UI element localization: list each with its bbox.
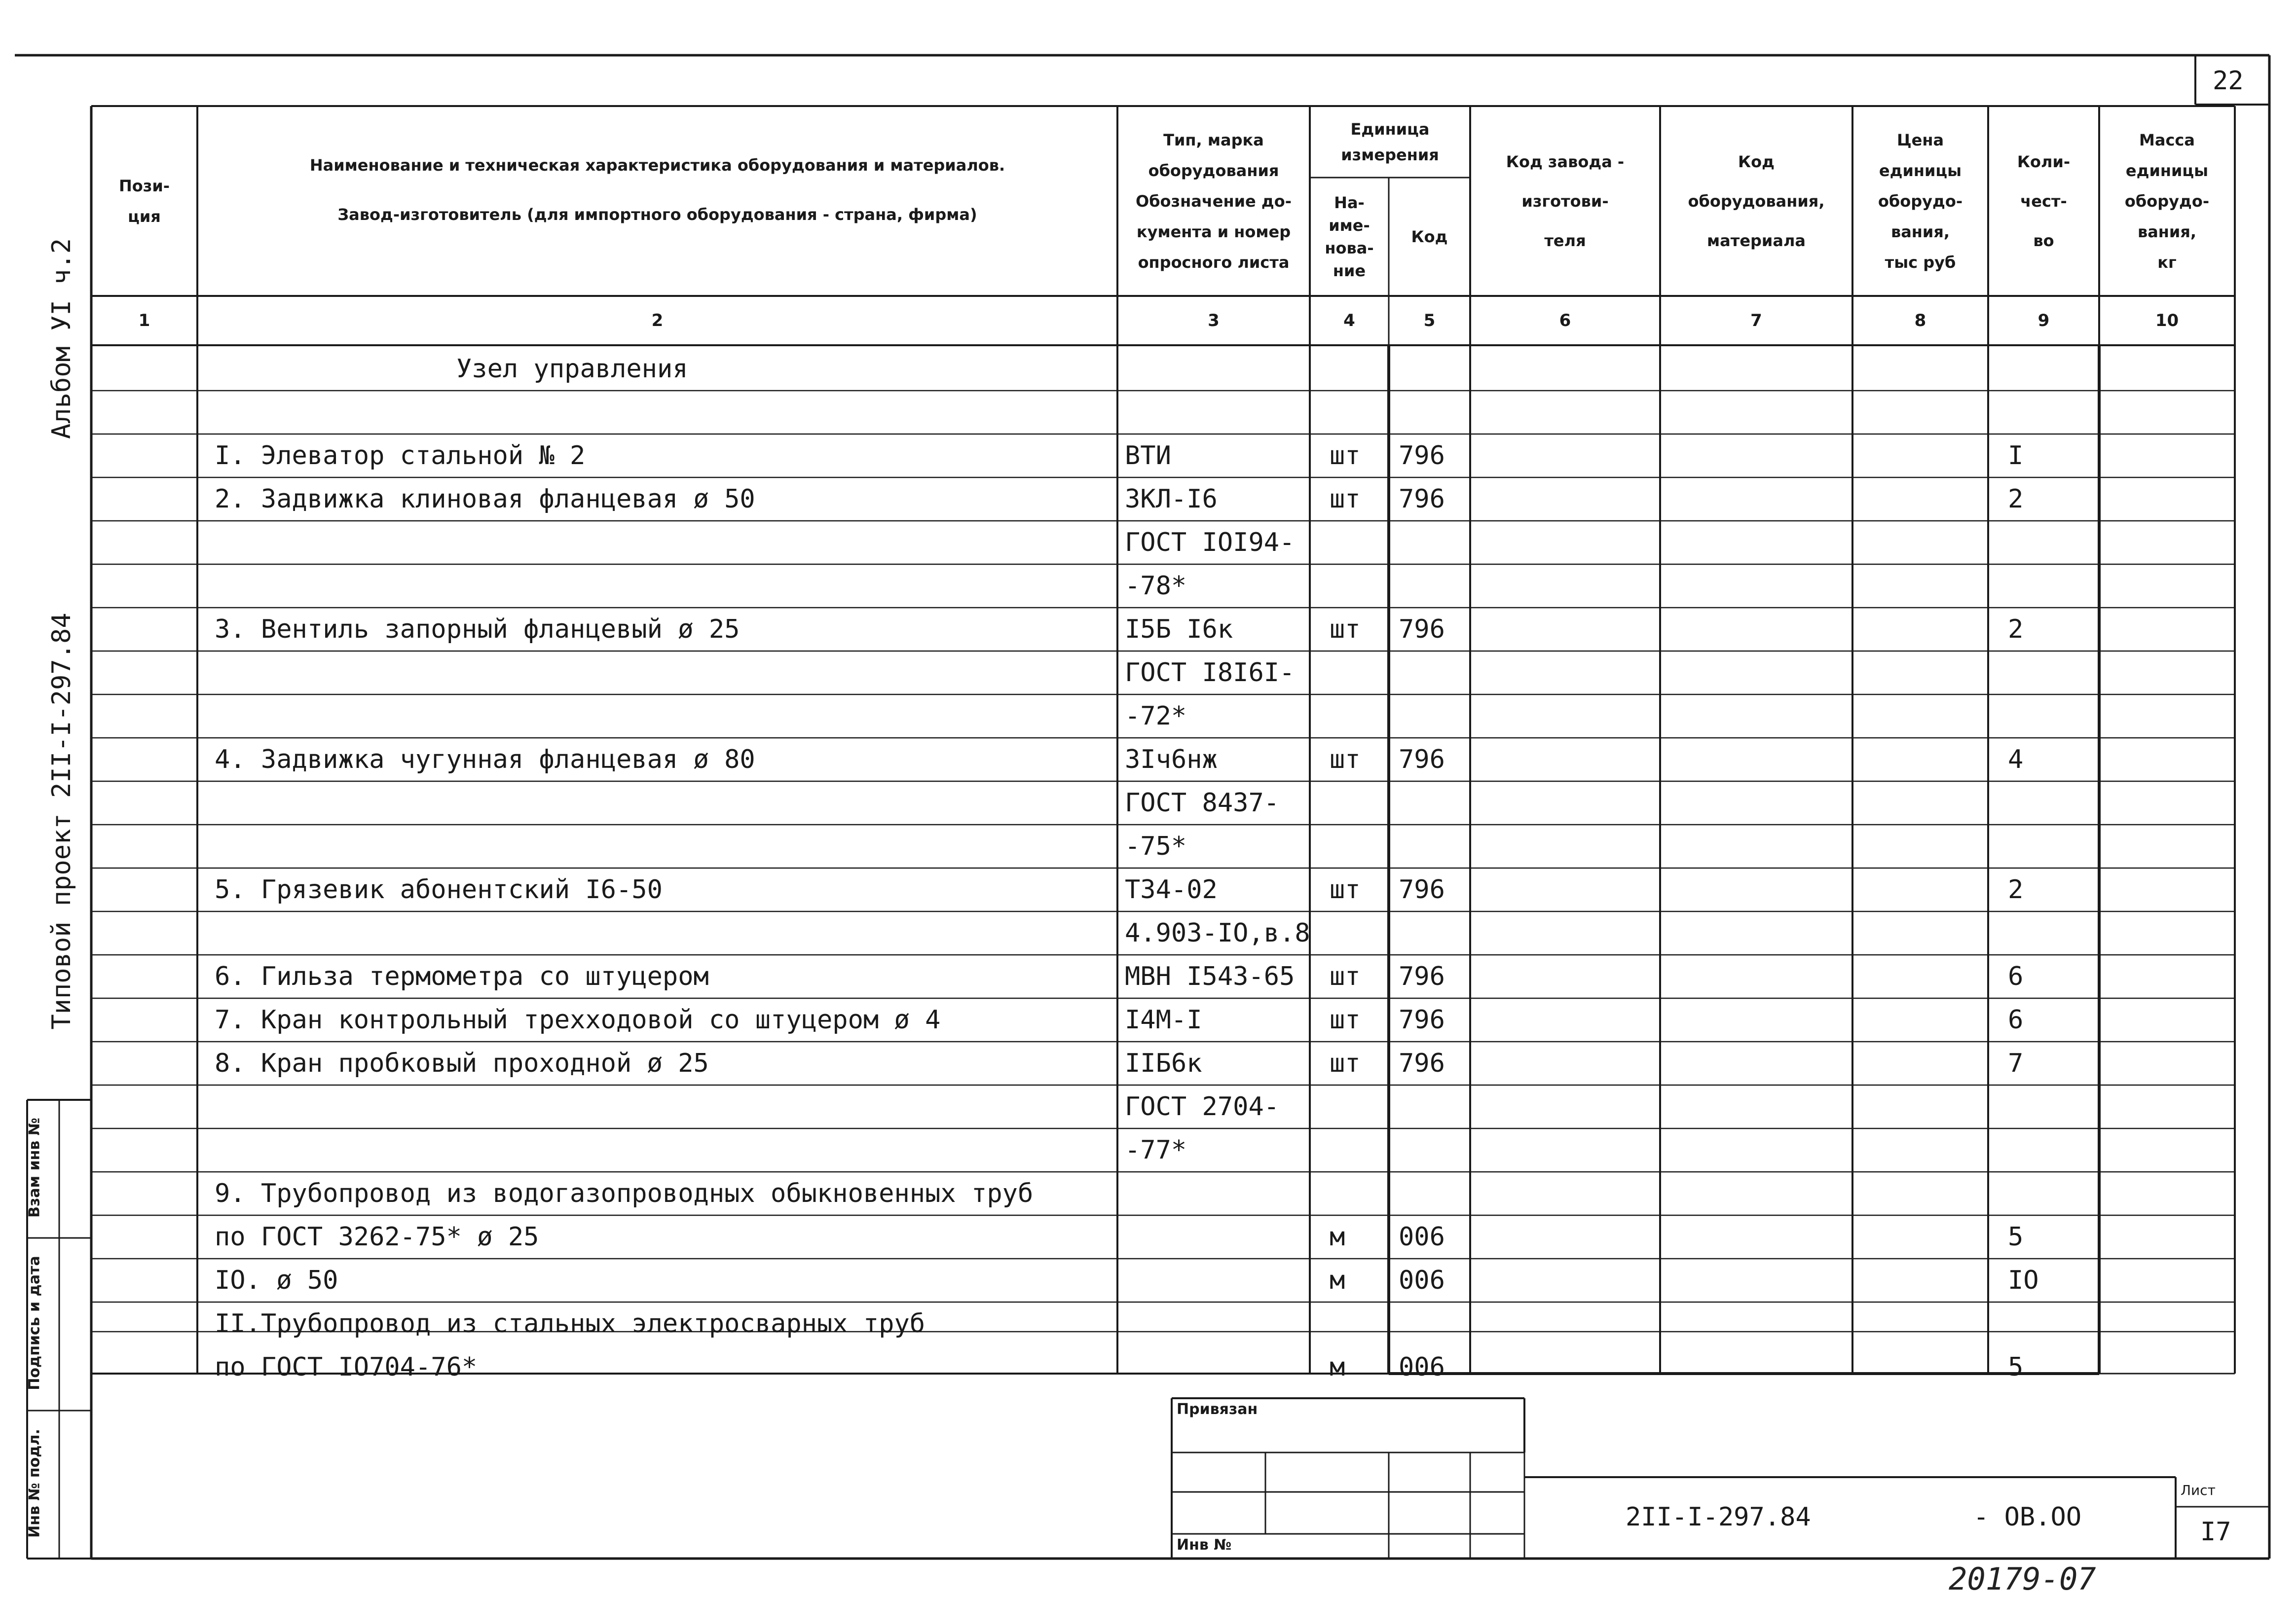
- handwritten-number: 20179-07: [1949, 1561, 2096, 1597]
- column-number: 8: [1914, 311, 1926, 330]
- document-code: 2II-I-297.84: [1626, 1502, 1811, 1532]
- row-name: 4. Задвижка чугунная фланцевая ø 80: [215, 745, 755, 774]
- row-type: ЗКЛ-I6: [1125, 484, 1218, 514]
- header-name-line2: Завод-изготовитель (для импортного оборудования - страна, фирма): [337, 205, 977, 224]
- row-type: ГОСТ 2704-: [1125, 1092, 1280, 1122]
- row-type: IIБ6к: [1125, 1049, 1202, 1078]
- row-type: Т34-02: [1125, 875, 1218, 905]
- row-quantity: 6: [2008, 1005, 2024, 1035]
- row-code: 796: [1399, 441, 1445, 471]
- header-type: Тип, марка оборудования Обозначение до- кумента и номер опросного листа: [1136, 130, 1292, 272]
- row-name: 9. Трубопровод из водогазопроводных обыкновенных труб: [215, 1179, 1034, 1208]
- row-quantity: 2: [2008, 615, 2024, 644]
- column-number: 6: [1559, 311, 1571, 330]
- row-unit: шт: [1330, 745, 1361, 774]
- row-quantity: 5: [2008, 1352, 2024, 1382]
- column-number: 9: [2037, 311, 2050, 330]
- sheet-number: I7: [2200, 1517, 2231, 1547]
- row-code: 796: [1399, 484, 1445, 514]
- row-code: 006: [1399, 1222, 1445, 1252]
- document-suffix: - OB.OO: [1973, 1502, 2082, 1532]
- row-type: I5Б I6к: [1125, 615, 1233, 644]
- sheet-number-top: 22: [2213, 66, 2244, 96]
- row-quantity: IO: [2008, 1266, 2039, 1295]
- column-number: 3: [1208, 311, 1220, 330]
- row-name: 6. Гильза термометра со штуцером: [215, 962, 709, 991]
- row-code: 796: [1399, 745, 1445, 774]
- binding-label: Привязан: [1177, 1401, 1258, 1418]
- row-unit: м: [1330, 1352, 1345, 1382]
- row-code: 796: [1399, 1005, 1445, 1035]
- row-type: -77*: [1125, 1135, 1187, 1165]
- row-unit: шт: [1330, 962, 1361, 991]
- header-name-line1: Наименование и техническая характеристика оборудования и материалов.: [309, 156, 1005, 175]
- row-unit: шт: [1330, 484, 1361, 514]
- row-name: по ГОСТ 3262-75* ø 25: [215, 1222, 539, 1252]
- row-type: ГОСТ IOI94-: [1125, 528, 1295, 557]
- header-unit-group: Единица измерения: [1341, 119, 1439, 164]
- column-number: 4: [1343, 311, 1355, 330]
- header-factory-code: Код завода - изготови- теля: [1506, 152, 1625, 250]
- row-name: 8. Кран пробковый проходной ø 25: [215, 1049, 709, 1078]
- header-quantity: Коли- чест- во: [2017, 152, 2071, 250]
- row-unit: шт: [1330, 875, 1361, 905]
- row-type: 4.903-IO,в.8: [1125, 918, 1310, 948]
- row-type: МВН I543-65: [1125, 962, 1295, 991]
- row-unit: м: [1330, 1266, 1345, 1295]
- header-unit-name: На- име- нова- ние: [1325, 193, 1374, 280]
- row-code: 006: [1399, 1266, 1445, 1295]
- row-type: 3Iч6нж: [1125, 745, 1218, 774]
- row-name: 3. Вентиль запорный фланцевый ø 25: [215, 615, 740, 644]
- row-type: ВТИ: [1125, 441, 1171, 471]
- sheet-label: Лист: [2181, 1482, 2216, 1498]
- header-price: Цена единицы оборудо- вания, тыс руб: [1878, 130, 1963, 272]
- row-type: -78*: [1125, 571, 1187, 601]
- row-unit: шт: [1330, 615, 1361, 644]
- column-number: 2: [651, 311, 664, 330]
- row-code: 796: [1399, 1049, 1445, 1078]
- row-name: IO. ø 50: [215, 1266, 338, 1295]
- header-equipment-code: Код оборудования, материала: [1688, 152, 1825, 250]
- row-quantity: 6: [2008, 962, 2024, 991]
- row-quantity: 2: [2008, 875, 2024, 905]
- row-name: II.Трубопровод из стальных электросварных труб: [215, 1309, 926, 1339]
- row-type: I4М-I: [1125, 1005, 1202, 1035]
- stamp-cell-signature: Подпись и дата: [26, 1256, 43, 1390]
- row-name: по ГОСТ IO704-76*: [215, 1352, 478, 1382]
- column-number: 7: [1750, 311, 1762, 330]
- header-unit-code: Код: [1411, 227, 1448, 246]
- row-name: 5. Грязевик абонентский I6-50: [215, 875, 663, 905]
- row-quantity: 5: [2008, 1222, 2024, 1252]
- row-name: I. Элеватор стальной № 2: [215, 441, 586, 471]
- column-number: 5: [1423, 311, 1436, 330]
- row-quantity: 4: [2008, 745, 2024, 774]
- column-number: 1: [138, 311, 150, 330]
- row-quantity: I: [2008, 441, 2024, 471]
- side-project-label: Типовой проект 2II-I-297.84: [47, 613, 76, 1030]
- row-code: 796: [1399, 962, 1445, 991]
- header-position: Пози- ция: [118, 176, 170, 226]
- row-name: 2. Задвижка клиновая фланцевая ø 50: [215, 484, 755, 514]
- stamp-cell-orig-inv: Инв № подл.: [26, 1429, 43, 1538]
- row-code: 006: [1399, 1352, 1445, 1382]
- row-type: ГОСТ 8437-: [1125, 788, 1280, 818]
- row-name: 7. Кран контрольный трехходовой со штуцером ø 4: [215, 1005, 941, 1035]
- stamp-cell-replace-inv: Взам инв №: [26, 1118, 43, 1218]
- side-album-label: Альбом УI ч.2: [47, 238, 76, 439]
- row-unit: шт: [1330, 1005, 1361, 1035]
- section-title: Узел управления: [456, 354, 688, 384]
- row-quantity: 2: [2008, 484, 2024, 514]
- row-unit: м: [1330, 1222, 1345, 1252]
- row-unit: шт: [1330, 1049, 1361, 1078]
- row-code: 796: [1399, 875, 1445, 905]
- header-mass: Масса единицы оборудо- вания, кг: [2124, 130, 2210, 272]
- row-code: 796: [1399, 615, 1445, 644]
- row-type: ГОСТ I8I6I-: [1125, 658, 1295, 688]
- inventory-label: Инв №: [1177, 1536, 1232, 1554]
- row-unit: шт: [1330, 441, 1361, 471]
- column-number: 10: [2155, 311, 2179, 330]
- row-type: -75*: [1125, 832, 1187, 861]
- row-quantity: 7: [2008, 1049, 2024, 1078]
- row-type: -72*: [1125, 701, 1187, 731]
